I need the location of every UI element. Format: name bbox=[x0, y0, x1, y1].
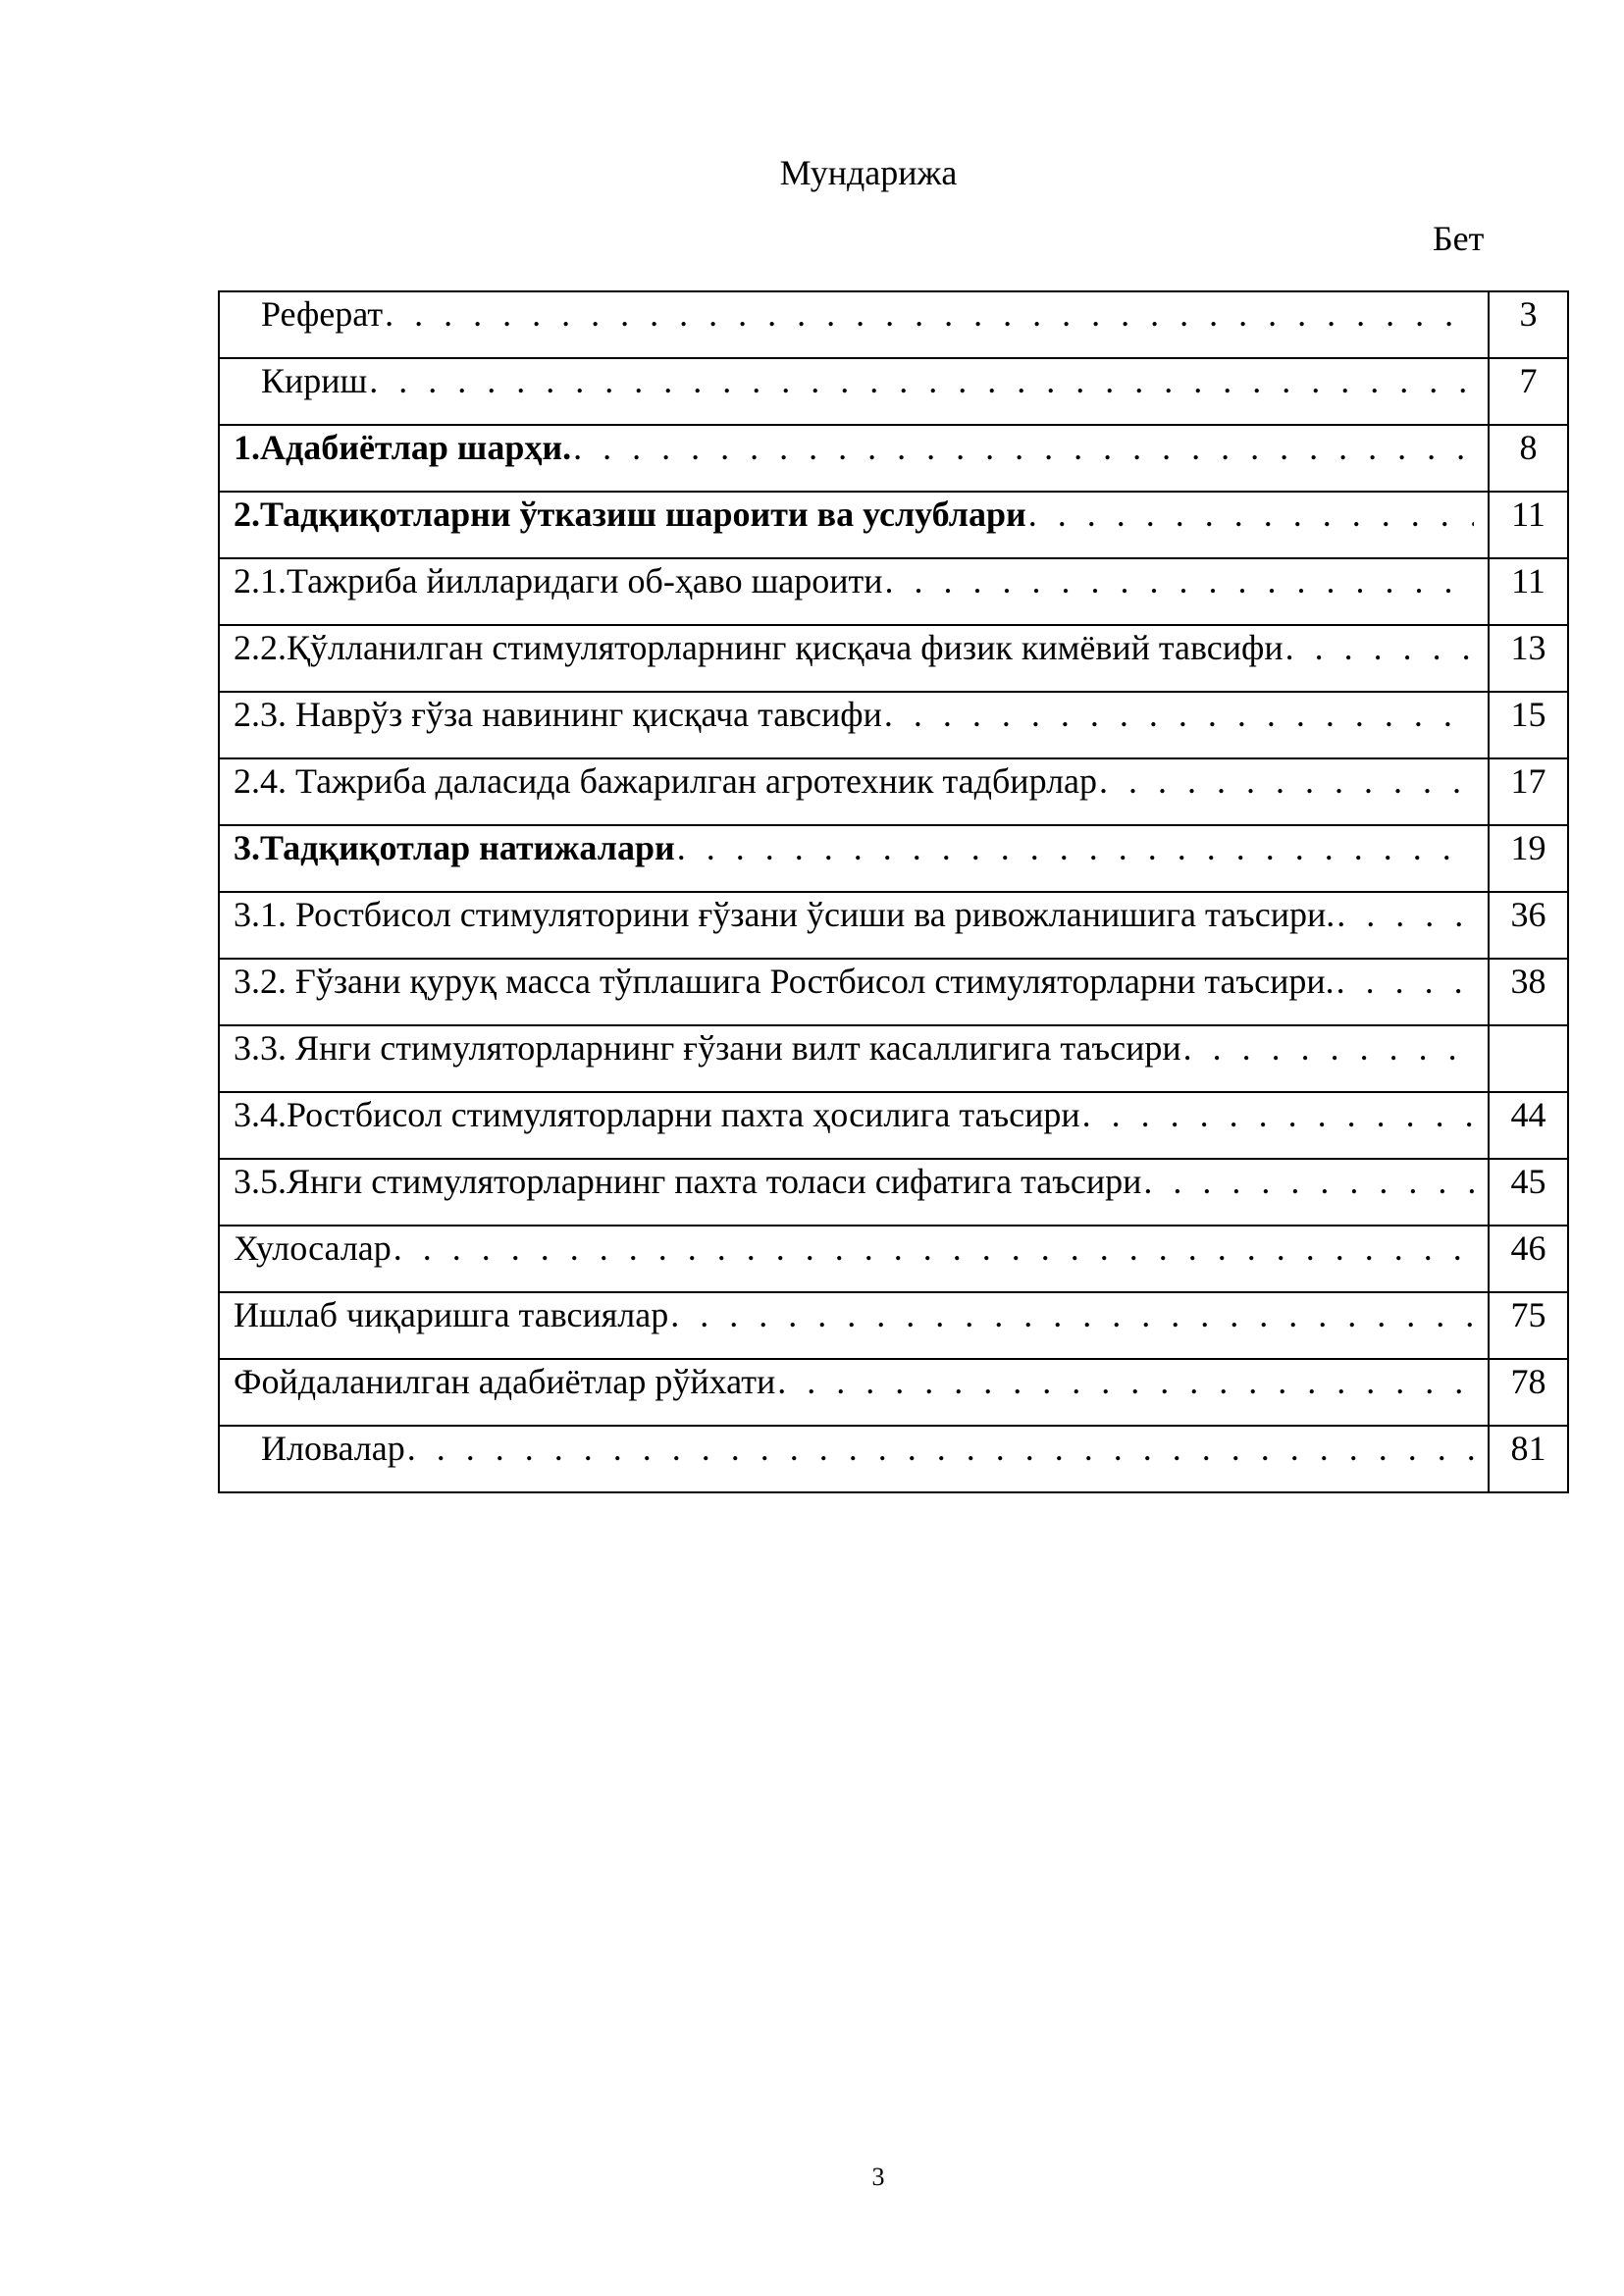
dot-leader bbox=[675, 826, 1474, 869]
dot-leader bbox=[1335, 893, 1474, 936]
toc-page-number: 78 bbox=[1510, 1362, 1546, 1401]
toc-row bbox=[219, 825, 1568, 892]
dot-leader bbox=[1141, 1160, 1474, 1203]
toc-page-number: 45 bbox=[1510, 1162, 1546, 1201]
dot-leader bbox=[1026, 493, 1474, 536]
toc-row bbox=[219, 892, 1568, 959]
toc-entry-label: Хулосалар bbox=[234, 1228, 392, 1268]
toc-row bbox=[219, 1426, 1568, 1492]
toc-page-number: 19 bbox=[1510, 828, 1546, 867]
toc-page-number: 36 bbox=[1510, 895, 1546, 934]
toc-row bbox=[219, 1092, 1568, 1159]
toc-page-number: 46 bbox=[1510, 1228, 1546, 1268]
toc-page-number: 11 bbox=[1511, 561, 1545, 600]
dot-leader bbox=[1283, 626, 1474, 669]
toc-page-number: 13 bbox=[1510, 628, 1546, 667]
toc-page-number: 11 bbox=[1511, 495, 1545, 534]
toc-page-number: 3 bbox=[1519, 294, 1538, 334]
toc-row bbox=[219, 959, 1568, 1025]
toc-row bbox=[219, 1292, 1568, 1359]
dot-leader bbox=[668, 1293, 1474, 1336]
toc-page-number: 15 bbox=[1510, 695, 1546, 734]
toc-entry-label: 2.3. Наврўз ғўза навининг қисқача тавсифи bbox=[234, 695, 882, 734]
dot-leader bbox=[392, 1226, 1474, 1270]
toc-page-number: 8 bbox=[1519, 428, 1538, 467]
page-column-header: Бет bbox=[1433, 219, 1485, 258]
toc-page-number: 75 bbox=[1510, 1295, 1546, 1334]
dot-leader bbox=[571, 426, 1474, 469]
toc-entry-label: 3.5.Янги стимуляторларнинг пахта толаси сифатига таъсири bbox=[234, 1162, 1142, 1201]
toc-entry-label: Иловалар bbox=[261, 1429, 405, 1468]
dot-leader bbox=[883, 559, 1474, 602]
dot-leader bbox=[1335, 960, 1474, 1003]
toc-row bbox=[219, 1359, 1568, 1426]
toc-row bbox=[219, 291, 1568, 358]
dot-leader bbox=[383, 292, 1474, 336]
dot-leader bbox=[1080, 1093, 1474, 1136]
toc-row bbox=[219, 358, 1568, 425]
toc-row bbox=[219, 1025, 1568, 1092]
toc-page-number: 17 bbox=[1510, 761, 1546, 801]
toc-row bbox=[219, 625, 1568, 692]
toc-entry-label: Ишлаб чиқаришга тавсиялар bbox=[234, 1295, 669, 1334]
toc-page-number: 44 bbox=[1510, 1095, 1546, 1134]
toc-entry-label: 3.Тадқиқотлар натижалари bbox=[234, 828, 675, 867]
document-title: Мундарижа bbox=[779, 153, 958, 192]
toc-row bbox=[219, 1159, 1568, 1226]
dot-leader bbox=[1181, 1026, 1474, 1070]
toc-row bbox=[219, 1226, 1568, 1292]
toc-entry-label: Фойдаланилган адабиётлар рўйхати bbox=[234, 1362, 776, 1401]
toc-entry-label: 3.4.Ростбисол стимуляторларни пахта ҳосилига таъсири bbox=[234, 1095, 1080, 1134]
dot-leader bbox=[882, 693, 1474, 736]
toc-page-number: 81 bbox=[1510, 1429, 1546, 1468]
toc-entry-label: Кириш bbox=[261, 361, 368, 400]
table-of-contents bbox=[218, 290, 1569, 1493]
page-number: 3 bbox=[871, 2163, 885, 2191]
toc-entry-label: 3.3. Янги стимуляторларнинг ғўзани вилт касаллигига таъсири bbox=[234, 1028, 1181, 1068]
toc-row bbox=[219, 558, 1568, 625]
toc-entry-label: 2.4. Тажриба даласида бажарилган агротехник тадбирлар bbox=[234, 761, 1098, 801]
toc-row bbox=[219, 692, 1568, 758]
toc-page-number: 7 bbox=[1519, 361, 1538, 400]
dot-leader bbox=[405, 1427, 1474, 1470]
dot-leader bbox=[1097, 759, 1474, 803]
toc-entry-label: 2.1.Тажриба йилларидаги об-ҳаво шароити bbox=[234, 561, 883, 600]
toc-row bbox=[219, 758, 1568, 825]
toc-entry-label: 3.1. Ростбисол стимуляторини ғўзани ўсиши ва ривожланишига таъсири. bbox=[234, 895, 1336, 934]
toc-page-number: 38 bbox=[1510, 962, 1546, 1001]
toc-entry-label: 3.2. Ғўзани қуруқ масса тўплашига Ростбисол стимуляторларни таъсири. bbox=[234, 962, 1335, 1001]
dot-leader bbox=[367, 359, 1474, 402]
toc-entry-label: 2.Тадқиқотларни ўтказиш шароити ва услублари bbox=[234, 495, 1026, 534]
dot-leader bbox=[775, 1360, 1474, 1403]
toc-row bbox=[219, 425, 1568, 492]
toc-entry-label: Реферат bbox=[261, 294, 384, 334]
toc-entry-label: 2.2.Қўлланилган стимуляторларнинг қисқача физик кимёвий тавсифи bbox=[234, 628, 1283, 667]
toc-row bbox=[219, 492, 1568, 558]
toc-entry-label: 1.Адабиётлар шарҳи. bbox=[234, 428, 572, 467]
